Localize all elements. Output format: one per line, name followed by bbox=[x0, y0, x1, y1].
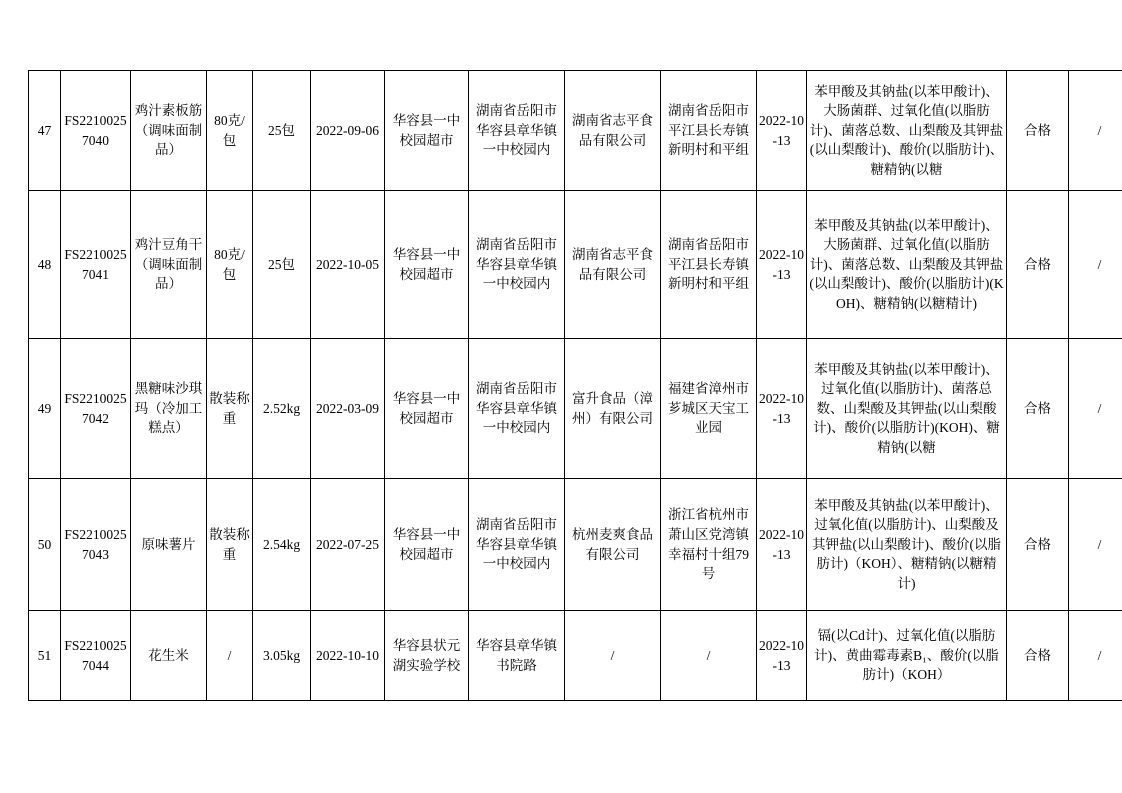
cell-note: / bbox=[1069, 339, 1122, 479]
cell-date: 2022-10-10 bbox=[311, 611, 385, 701]
table-row bbox=[29, 339, 1122, 479]
cell-date: 2022-07-25 bbox=[311, 479, 385, 611]
cell-name: 鸡汁豆角干（调味面制品） bbox=[131, 191, 207, 339]
cell-name: 原味薯片 bbox=[131, 479, 207, 611]
cell-report-date: 2022-10-13 bbox=[757, 191, 807, 339]
cell-maker-address: / bbox=[661, 611, 757, 701]
cell-inspection-items: 苯甲酸及其钠盐(以苯甲酸计)、过氧化值(以脂肪计)、山梨酸及其钾盐(以山梨酸计)、酸价(以脂肪计)（KOH）、糖精钠(以糖精计) bbox=[807, 479, 1007, 611]
cell-maker-address: 浙江省杭州市萧山区党湾镇幸福村十组79号 bbox=[661, 479, 757, 611]
cell-result: 合格 bbox=[1007, 339, 1069, 479]
cell-seller: 华容县一中校园超市 bbox=[385, 191, 469, 339]
cell-report-date: 2022-10-13 bbox=[757, 339, 807, 479]
cell-name: 鸡汁素板筋（调味面制品） bbox=[131, 71, 207, 191]
cell-seller: 华容县状元湖实验学校 bbox=[385, 611, 469, 701]
cell-spec: 散装称重 bbox=[207, 339, 253, 479]
cell-maker-address: 湖南省岳阳市平江县长寿镇新明村和平组 bbox=[661, 191, 757, 339]
cell-note: / bbox=[1069, 191, 1122, 339]
cell-spec: 80克/包 bbox=[207, 191, 253, 339]
cell-qty: 2.54kg bbox=[253, 479, 311, 611]
cell-qty: 25包 bbox=[253, 71, 311, 191]
cell-inspection-items: 苯甲酸及其钠盐(以苯甲酸计)、大肠菌群、过氧化值(以脂肪计)、菌落总数、山梨酸及其钾盐(以山梨酸计)、酸价(以脂肪计)、糖精钠(以糖 bbox=[807, 71, 1007, 191]
cell-index: 51 bbox=[29, 611, 61, 701]
cell-maker: 湖南省志平食品有限公司 bbox=[565, 71, 661, 191]
inspection-table bbox=[28, 70, 1122, 701]
cell-maker: 湖南省志平食品有限公司 bbox=[565, 191, 661, 339]
cell-code: FS22100257043 bbox=[61, 479, 131, 611]
cell-index: 50 bbox=[29, 479, 61, 611]
cell-result: 合格 bbox=[1007, 191, 1069, 339]
cell-code: FS22100257041 bbox=[61, 191, 131, 339]
table-row bbox=[29, 71, 1122, 191]
table-row bbox=[29, 611, 1122, 701]
cell-index: 48 bbox=[29, 191, 61, 339]
cell-maker: / bbox=[565, 611, 661, 701]
cell-index: 49 bbox=[29, 339, 61, 479]
cell-maker: 富升食品（漳州）有限公司 bbox=[565, 339, 661, 479]
cell-index: 47 bbox=[29, 71, 61, 191]
cell-maker-address: 湖南省岳阳市平江县长寿镇新明村和平组 bbox=[661, 71, 757, 191]
cell-seller-address: 湖南省岳阳市华容县章华镇一中校园内 bbox=[469, 191, 565, 339]
cell-maker-address: 福建省漳州市芗城区天宝工业园 bbox=[661, 339, 757, 479]
cell-seller: 华容县一中校园超市 bbox=[385, 479, 469, 611]
cell-inspection-items: 苯甲酸及其钠盐(以苯甲酸计)、大肠菌群、过氧化值(以脂肪计)、菌落总数、山梨酸及其钾盐(以山梨酸计)、酸价(以脂肪计)(KOH)、糖精钠(以糖精计) bbox=[807, 191, 1007, 339]
cell-note: / bbox=[1069, 611, 1122, 701]
inspection-table-wrap bbox=[28, 70, 1102, 701]
cell-date: 2022-10-05 bbox=[311, 191, 385, 339]
cell-name: 黑糖味沙琪玛（冷加工糕点） bbox=[131, 339, 207, 479]
cell-seller-address: 湖南省岳阳市华容县章华镇一中校园内 bbox=[469, 339, 565, 479]
cell-date: 2022-03-09 bbox=[311, 339, 385, 479]
cell-result: 合格 bbox=[1007, 479, 1069, 611]
cell-seller-address: 华容县章华镇书院路 bbox=[469, 611, 565, 701]
cell-qty: 3.05kg bbox=[253, 611, 311, 701]
cell-seller-address: 湖南省岳阳市华容县章华镇一中校园内 bbox=[469, 71, 565, 191]
table-row bbox=[29, 191, 1122, 339]
table-row bbox=[29, 479, 1122, 611]
cell-code: FS22100257040 bbox=[61, 71, 131, 191]
cell-report-date: 2022-10-13 bbox=[757, 479, 807, 611]
cell-inspection-items: 镉(以Cd计)、过氧化值(以脂肪计)、黄曲霉毒素B₁、酸价(以脂肪计)（KOH） bbox=[807, 611, 1007, 701]
cell-qty: 2.52kg bbox=[253, 339, 311, 479]
cell-code: FS22100257042 bbox=[61, 339, 131, 479]
cell-result: 合格 bbox=[1007, 611, 1069, 701]
cell-inspection-items: 苯甲酸及其钠盐(以苯甲酸计)、过氧化值(以脂肪计)、菌落总数、山梨酸及其钾盐(以山梨酸计)、酸价(以脂肪计)(KOH)、糖精钠(以糖 bbox=[807, 339, 1007, 479]
cell-seller-address: 湖南省岳阳市华容县章华镇一中校园内 bbox=[469, 479, 565, 611]
cell-spec: 80克/包 bbox=[207, 71, 253, 191]
cell-qty: 25包 bbox=[253, 191, 311, 339]
cell-code: FS22100257044 bbox=[61, 611, 131, 701]
cell-report-date: 2022-10-13 bbox=[757, 611, 807, 701]
cell-spec: / bbox=[207, 611, 253, 701]
cell-spec: 散装称重 bbox=[207, 479, 253, 611]
cell-seller: 华容县一中校园超市 bbox=[385, 339, 469, 479]
cell-result: 合格 bbox=[1007, 71, 1069, 191]
cell-note: / bbox=[1069, 71, 1122, 191]
cell-name: 花生米 bbox=[131, 611, 207, 701]
cell-date: 2022-09-06 bbox=[311, 71, 385, 191]
cell-note: / bbox=[1069, 479, 1122, 611]
cell-maker: 杭州麦爽食品有限公司 bbox=[565, 479, 661, 611]
cell-report-date: 2022-10-13 bbox=[757, 71, 807, 191]
cell-seller: 华容县一中校园超市 bbox=[385, 71, 469, 191]
